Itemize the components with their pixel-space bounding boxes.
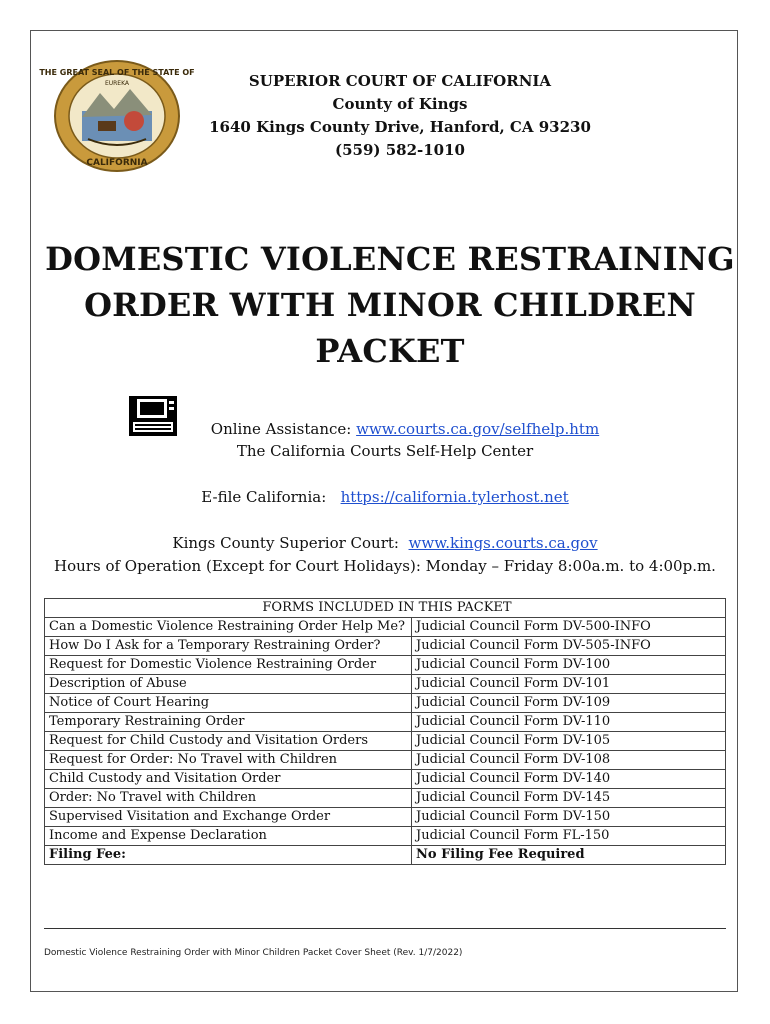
form-number-cell: Judicial Council Form DV-100: [412, 656, 726, 675]
form-name-cell: Order: No Travel with Children: [45, 789, 412, 808]
forms-table-header: FORMS INCLUDED IN THIS PACKET: [45, 599, 726, 618]
table-row: [45, 770, 726, 789]
online-assistance-line: [0, 418, 770, 440]
online-assistance-label: Online Assistance:: [210, 420, 357, 438]
court-header: [190, 70, 610, 162]
footer-revision: Domestic Violence Restraining Order with Minor Children Packet Cover Sheet (Rev. 1/7/2022): [44, 948, 463, 958]
seal-top-text: THE GREAT SEAL OF THE STATE OF: [39, 68, 195, 77]
form-number-cell: Judicial Council Form DV-505-INFO: [412, 637, 726, 656]
title-line-3: PACKET: [315, 332, 465, 370]
table-row: [45, 827, 726, 846]
efile-link[interactable]: https://california.tylerhost.net: [340, 488, 569, 506]
form-name-cell: Child Custody and Visitation Order: [45, 770, 412, 789]
form-number-cell: Judicial Council Form FL-150: [412, 827, 726, 846]
efile-line: [0, 486, 770, 508]
form-name-cell: Request for Order: No Travel with Children: [45, 751, 412, 770]
table-row: [45, 789, 726, 808]
form-number-cell: Judicial Council Form DV-101: [412, 675, 726, 694]
hours-of-operation: Hours of Operation (Except for Court Holidays): Monday – Friday 8:00a.m. to 4:00p.m.: [54, 557, 716, 575]
seal-motto: EUREKA: [104, 80, 130, 87]
form-number-cell: Judicial Council Form DV-105: [412, 732, 726, 751]
form-name-cell: Supervised Visitation and Exchange Order: [45, 808, 412, 827]
title-line-1: DOMESTIC VIOLENCE RESTRAINING: [45, 240, 735, 278]
form-name-cell: Notice of Court Hearing: [45, 694, 412, 713]
footer-divider: [44, 928, 726, 929]
table-row: [45, 656, 726, 675]
filing-fee-label: Filing Fee:: [45, 846, 412, 865]
table-row: [45, 618, 726, 637]
table-row: [45, 751, 726, 770]
form-number-cell: Judicial Council Form DV-140: [412, 770, 726, 789]
state-seal-icon: [39, 59, 195, 173]
seal-bottom-text: CALIFORNIA: [86, 158, 148, 168]
packet-title: [40, 236, 740, 374]
court-phone: (559) 582-1010: [334, 141, 465, 159]
efile-label: E-file California:: [201, 488, 327, 506]
form-name-cell: Description of Abuse: [45, 675, 412, 694]
table-row: [45, 637, 726, 656]
filing-fee-row: [45, 846, 726, 865]
county-name: County of Kings: [332, 95, 468, 113]
form-name-cell: Request for Domestic Violence Restraining Order: [45, 656, 412, 675]
form-number-cell: Judicial Council Form DV-110: [412, 713, 726, 732]
table-row: [45, 694, 726, 713]
form-number-cell: Judicial Council Form DV-108: [412, 751, 726, 770]
table-row: [45, 675, 726, 694]
table-row: [45, 732, 726, 751]
form-number-cell: Judicial Council Form DV-150: [412, 808, 726, 827]
forms-table: [44, 598, 726, 865]
form-number-cell: Judicial Council Form DV-145: [412, 789, 726, 808]
selfhelp-link[interactable]: www.courts.ca.gov/selfhelp.htm: [356, 420, 600, 438]
forms-table-body: [45, 618, 726, 865]
form-name-cell: Temporary Restraining Order: [45, 713, 412, 732]
form-name-cell: Can a Domestic Violence Restraining Order Help Me?: [45, 618, 412, 637]
form-name-cell: Request for Child Custody and Visitation Orders: [45, 732, 412, 751]
kings-court-label: Kings County Superior Court:: [172, 534, 399, 552]
kings-court-line: [0, 532, 770, 554]
form-number-cell: Judicial Council Form DV-109: [412, 694, 726, 713]
form-number-cell: Judicial Council Form DV-500-INFO: [412, 618, 726, 637]
table-row: [45, 808, 726, 827]
court-address: 1640 Kings County Drive, Hanford, CA 93230: [209, 118, 591, 136]
form-name-cell: Income and Expense Declaration: [45, 827, 412, 846]
selfhelp-center: The California Courts Self-Help Center: [236, 442, 534, 460]
title-line-2: ORDER WITH MINOR CHILDREN: [84, 286, 696, 324]
filing-fee-value: No Filing Fee Required: [412, 846, 726, 865]
kings-court-link[interactable]: www.kings.courts.ca.gov: [408, 534, 598, 552]
court-name: SUPERIOR COURT OF CALIFORNIA: [248, 72, 552, 90]
table-row: [45, 713, 726, 732]
form-name-cell: How Do I Ask for a Temporary Restraining Order?: [45, 637, 412, 656]
